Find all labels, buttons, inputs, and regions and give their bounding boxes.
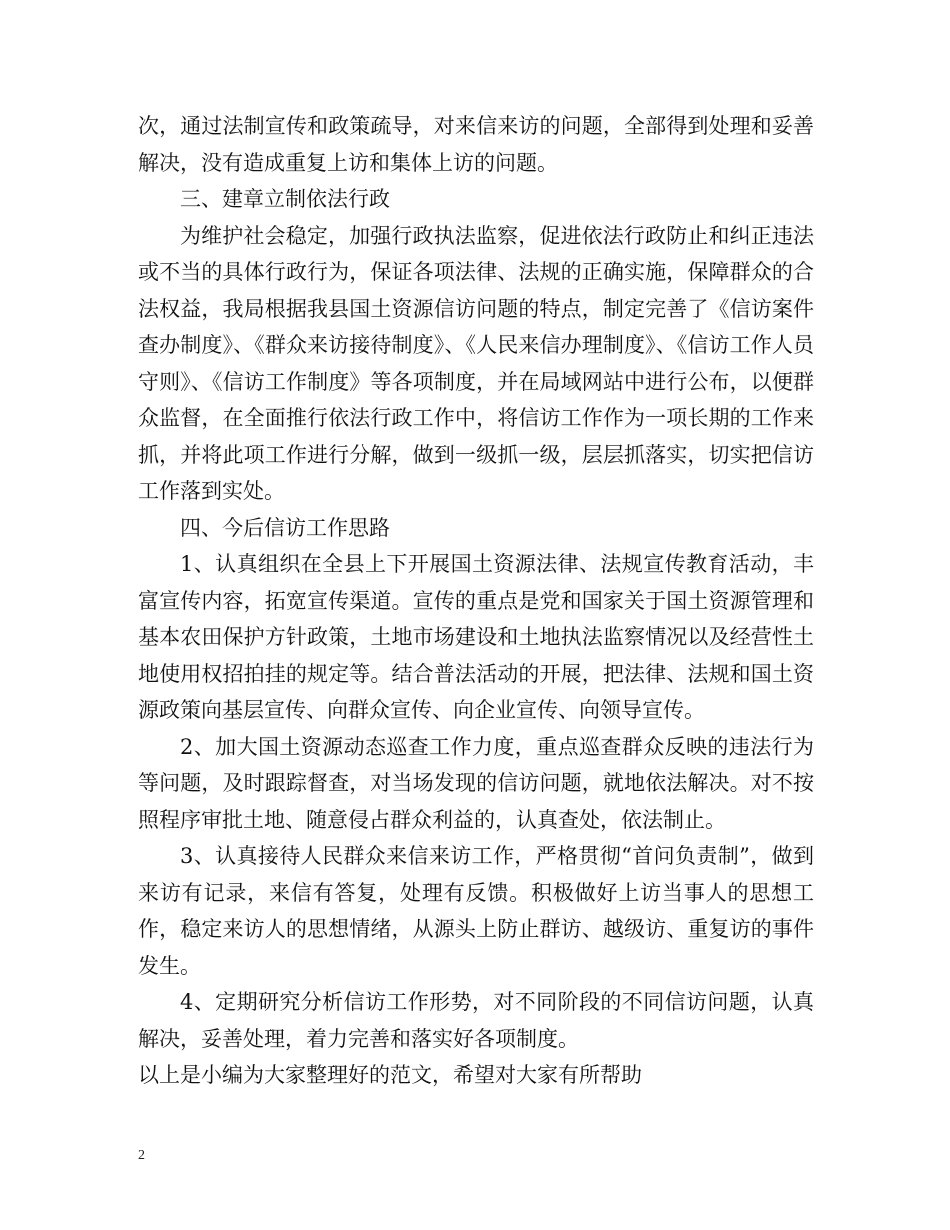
paragraph-continuation: 次，通过法制宣传和政策疏导，对来信来访的问题，全部得到处理和妥善解决，没有造成重复上访和集体上访的问题。 bbox=[138, 114, 814, 175]
paragraph-item-4: 4、定期研究分析信访工作形势，对不同阶段的不同信访问题，认真解决，妥善处理，着力完善和落实好各项制度。 bbox=[138, 990, 814, 1051]
page-number: 2 bbox=[138, 1148, 145, 1163]
document-body bbox=[138, 108, 814, 1094]
paragraph-item-2: 2、加大国土资源动态巡查工作力度，重点巡查群众反映的违法行为等问题，及时跟踪督查，对当场发现的信访问题，就地依法解决。对不按照程序审批土地、随意侵占群众利益的，认真查处，依法制止。 bbox=[138, 734, 814, 832]
paragraph-item-1: 1、认真组织在全县上下开展国土资源法律、法规宣传教育活动，丰富宣传内容，拓宽宣传渠道。宣传的重点是党和国家关于国土资源管理和基本农田保护方针政策，土地市场建设和土地执法监察情况以及经营性土地使用权招拍挂的规定等。结合普法活动的开展，把法律、法规和国土资源政策向基层宣传、向群众宣传、向企业宣传、向领导宣传。 bbox=[138, 552, 814, 722]
paragraph-item-3: 3、认真接待人民群众来信来访工作，严格贯彻“首问负责制”，做到来访有记录，来信有答复，处理有反馈。积极做好上访当事人的思想工作，稳定来访人的思想情绪，从源头上防止群访、越级访、重复访的事件发生。 bbox=[138, 844, 814, 978]
closing-line: 以上是小编为大家整理好的范文，希望对大家有所帮助 bbox=[138, 1063, 642, 1087]
paragraph-regulations: 为维护社会稳定，加强行政执法监察，促进依法行政防止和纠正违法或不当的具体行政行为，保证各项法律、法规的正确实施，保障群众的合法权益，我局根据我县国土资源信访问题的特点，制定完善了《信访案件查办制度》、《群众来访接待制度》、《人民来信办理制度》、《信访工作人员守则》、《信访工作制度》等各项制度，并在局域网站中进行公布，以便群众监督，在全面推行依法行政工作中，将信访工作作为一项长期的工作来抓，并将此项工作进行分解，做到一级抓一级，层层抓落实，切实把信访工作落到实处。 bbox=[138, 223, 814, 503]
section-heading-three: 三、建章立制依法行政 bbox=[180, 187, 390, 211]
section-heading-four: 四、今后信访工作思路 bbox=[180, 515, 390, 540]
